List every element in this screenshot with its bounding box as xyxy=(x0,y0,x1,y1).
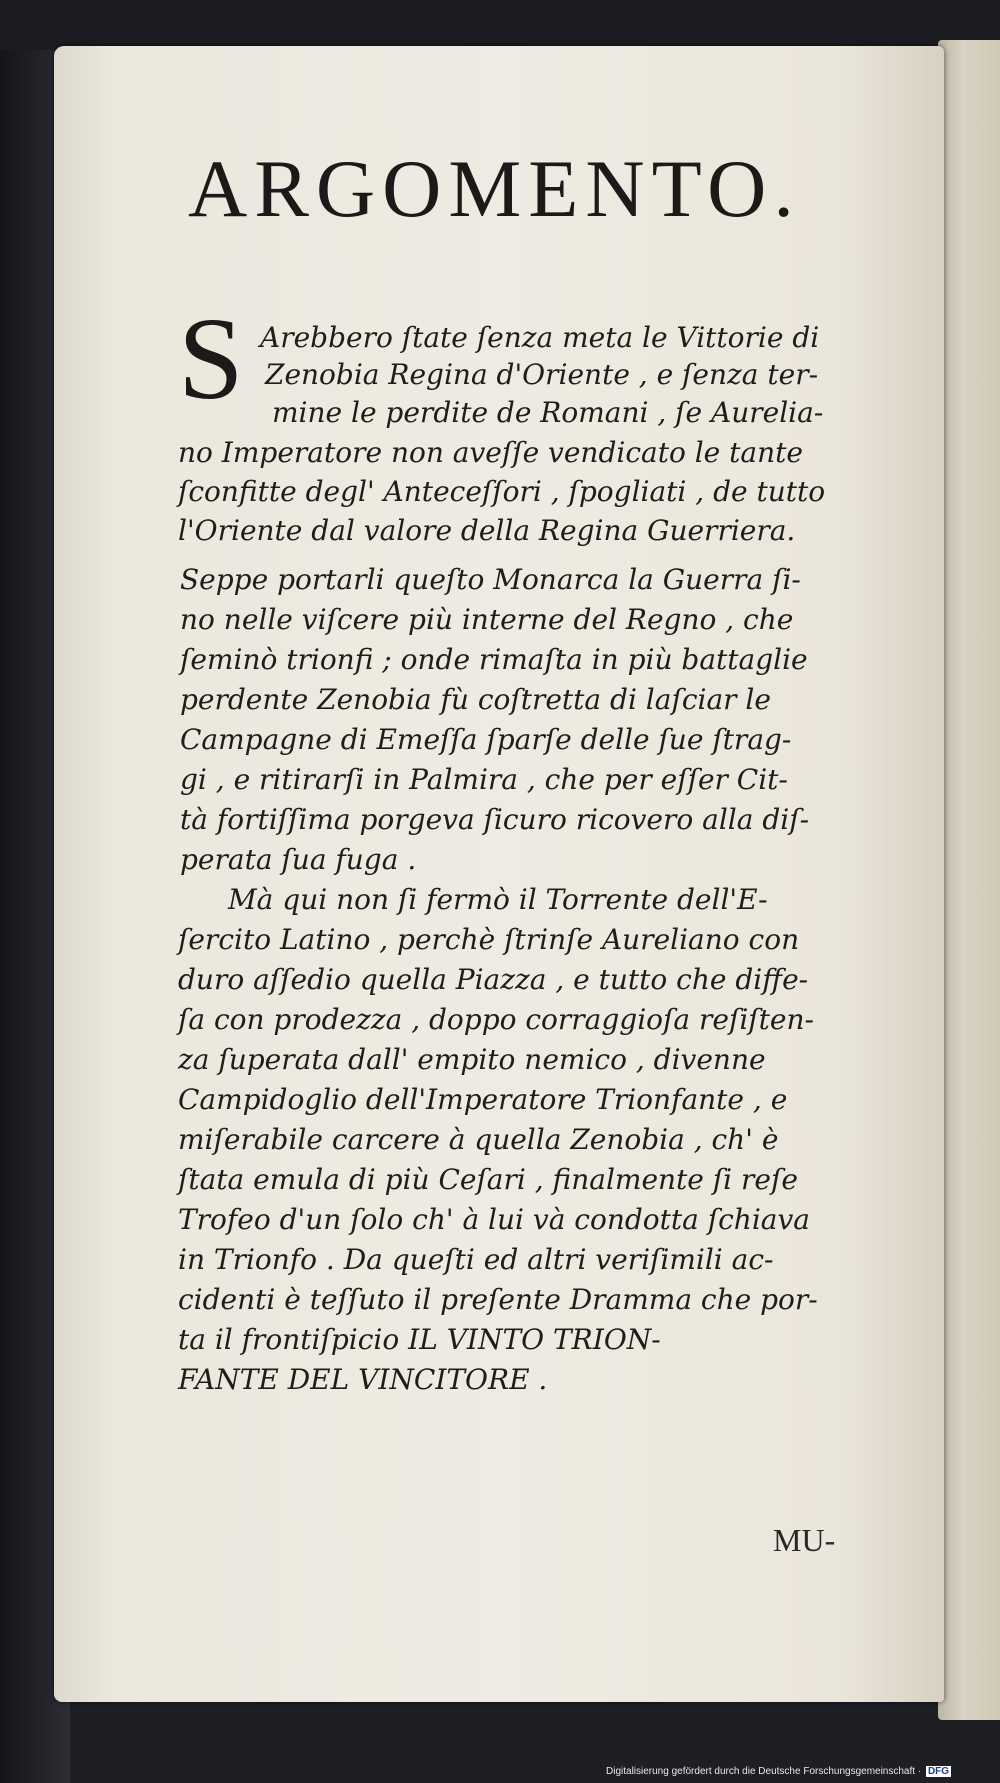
text-line: duro aſſedio quella Piazza , e tutto che diffe- xyxy=(178,963,809,996)
text-line: no Imperatore non aveſſe vendicato le tante xyxy=(178,436,803,469)
digitization-credit xyxy=(606,1766,951,1777)
scan-background-top xyxy=(0,0,1000,50)
text-line: Campidoglio dell'Imperatore Trionfante , e xyxy=(178,1083,788,1116)
text-line: in Trionfo . Da queſti ed altri veriſimili ac- xyxy=(178,1243,774,1276)
text-line: no nelle viſcere più interne del Regno , che xyxy=(180,603,794,636)
text-line: ſtata emula di più Ceſari , finalmente ſi reſe xyxy=(178,1163,798,1196)
text-line: tà fortiſſima porgeva ſicuro ricovero alla diſ- xyxy=(180,803,810,836)
text-line: ta il frontiſpicio IL VINTO TRION- xyxy=(178,1323,661,1356)
text-line: gi , e ritirarſi in Palmira , che per eſſer Cit- xyxy=(180,763,788,796)
text-line: l'Oriente dal valore della Regina Guerriera. xyxy=(178,514,796,547)
text-line: perata ſua fuga . xyxy=(180,843,417,876)
text-line: Arebbero ſtate ſenza meta le Vittorie di xyxy=(260,321,820,354)
text-line: Trofeo d'un ſolo ch' à lui và condotta ſchiava xyxy=(178,1203,810,1236)
text-line: cidenti è teſſuto il preſente Dramma che por- xyxy=(178,1283,818,1316)
text-line: perdente Zenobia fù coſtretta di laſciar le xyxy=(180,683,771,716)
text-line: ſercito Latino , perchè ſtrinſe Aureliano con xyxy=(178,923,800,956)
dfg-logo: DFG xyxy=(927,1766,950,1777)
text-line: za ſuperata dall' empito nemico , divenne xyxy=(178,1043,766,1076)
text-line: FANTE DEL VINCITORE . xyxy=(178,1363,548,1396)
text-line: mine le perdite de Romani , ſe Aurelia- xyxy=(272,396,824,429)
text-line: Zenobia Regina d'Oriente , e ſenza ter- xyxy=(265,358,819,391)
drop-cap-letter: S xyxy=(178,293,244,424)
text-line: ſeminò trionfi ; onde rimaſta in più battaglie xyxy=(180,643,808,676)
credit-text: Digitalisierung gefördert durch die Deutsche Forschungsgemeinschaft · xyxy=(606,1766,922,1777)
text-line: miſerabile carcere à quella Zenobia , ch' è xyxy=(178,1123,779,1156)
text-line: ſconfitte degl' Anteceſſori , ſpogliati , de tutto xyxy=(178,475,826,508)
text-line: Seppe portarli queſto Monarca la Guerra ſi- xyxy=(180,563,801,596)
text-line: ſa con prodezza , doppo corraggioſa reſiſten- xyxy=(178,1003,814,1036)
page-heading: ARGOMENTO. xyxy=(188,143,801,234)
catchword: MU- xyxy=(773,1522,836,1558)
facing-page-edge xyxy=(938,40,1000,1720)
text-line: Campagne di Emeſſa ſparſe delle ſue ſtrag- xyxy=(180,723,792,756)
text-line: Mà qui non ſi fermò il Torrente dell'E- xyxy=(228,883,768,916)
